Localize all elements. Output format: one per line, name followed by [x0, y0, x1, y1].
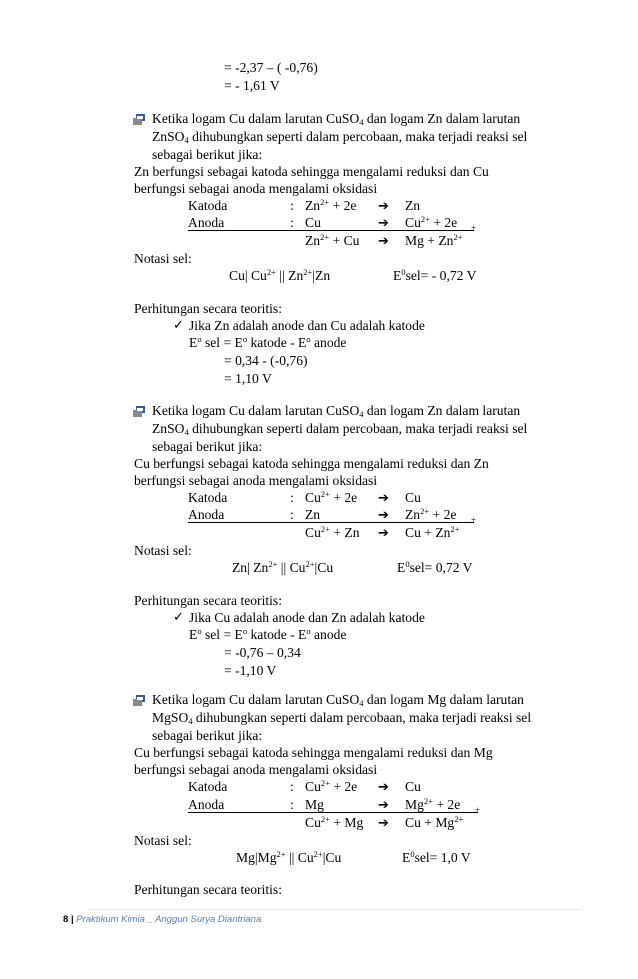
eo-formula: $E^o$ sel = $E^o$ katode - $E^o$ anode	[189, 334, 347, 350]
katoda-arrow	[378, 490, 389, 507]
anoda-label: Anoda	[188, 215, 225, 230]
sum-plus: +	[471, 223, 477, 233]
katoda-label: Katoda	[188, 490, 228, 505]
arrow-bullet-icon	[133, 113, 146, 126]
sum-rule	[188, 522, 474, 523]
right-arrow-icon: ➔	[378, 216, 389, 231]
katoda-label: Katoda	[188, 198, 228, 213]
katoda-colon: :	[290, 198, 294, 213]
top-calc-line-2: = - 1,61 V	[224, 78, 280, 93]
perhitungan-heading: Perhitungan secara teoritis:	[134, 593, 282, 608]
katoda-right: Cu	[405, 779, 421, 794]
notasi-label: Notasi sel:	[134, 833, 192, 848]
anoda-colon: :	[290, 507, 294, 522]
right-arrow-icon: ➔	[378, 816, 389, 831]
sum-plus: +	[471, 515, 477, 525]
calc-line-1: = 0,34 - (-0,76)	[224, 353, 308, 368]
description-line-2: berfungsi sebagai anoda mengalami oksidasi	[134, 762, 378, 777]
perhitungan-heading: Perhitungan secara teoritis:	[134, 301, 282, 316]
description-line-1: Cu berfungsi sebagai katoda sehingga mengalami reduksi dan Zn	[134, 456, 489, 471]
description-line-1: Cu berfungsi sebagai katoda sehingga mengalami reduksi dan Mg	[134, 745, 493, 760]
top-calc-line-1: = -2,37 – ( -0,76)	[224, 60, 318, 75]
cell-potential: $E^0sel= 0,72$ V	[397, 559, 473, 575]
arrow-bullet-icon	[133, 405, 146, 418]
intro-line-2: ZnSO$_4$ dihubungkan seperti dalam percobaan, maka terjadi reaksi sel	[152, 129, 528, 145]
intro-line-2: MgSO$_4$ dihubungkan seperti dalam percobaan, maka terjadi reaksi sel	[152, 710, 532, 726]
anoda-colon: :	[290, 215, 294, 230]
katoda-colon: :	[290, 490, 294, 505]
check-text: Jika Cu adalah anode dan Zn adalah katode	[189, 610, 425, 625]
katoda-left: $Cu^{2+} + 2e$	[305, 489, 358, 505]
right-arrow-icon: ➔	[378, 780, 389, 795]
sum-plus: +	[475, 805, 481, 815]
total-left: $Zn^{2+} + Cu$	[305, 232, 360, 248]
anoda-right: $Zn^{2+} + 2e$	[405, 506, 457, 522]
cell-potential: $E^0sel= 1,0$ V	[402, 849, 471, 865]
katoda-right: Cu	[405, 490, 421, 505]
total-arrow	[378, 525, 389, 542]
katoda-right: Zn	[405, 198, 421, 213]
checkmark-icon: ✓	[173, 318, 184, 333]
notasi-label: Notasi sel:	[134, 543, 192, 558]
description-line-1: Zn berfungsi sebagai katoda sehingga mengalami reduksi dan Cu	[134, 164, 489, 179]
total-right: $Cu + Zn^{2+}$	[405, 524, 460, 540]
total-arrow	[378, 815, 389, 832]
perhitungan-heading: Perhitungan secara teoritis:	[134, 882, 282, 897]
total-right: $Mg + Zn^{2+}$	[405, 232, 463, 248]
katoda-arrow	[378, 779, 389, 796]
calc-line-1: = -0,76 – 0,34	[224, 645, 301, 660]
intro-line-1: Ketika logam Cu dalam larutan CuSO$_4$ dan logam Zn dalam larutan	[152, 403, 521, 419]
notasi-label: Notasi sel:	[134, 251, 192, 266]
calc-line-2: = 1,10 V	[224, 371, 272, 386]
katoda-left: $Zn^{2+} + 2e$	[305, 197, 357, 213]
anoda-colon: :	[290, 797, 294, 812]
cell-notation: $Mg|Mg^{2+}$ || $Cu^{2+}|Cu$	[236, 849, 342, 865]
katoda-colon: :	[290, 779, 294, 794]
katoda-left: $Cu^{2+} + 2e$	[305, 778, 358, 794]
total-right: $Cu + Mg^{2+}$	[405, 814, 464, 830]
total-arrow	[378, 233, 389, 250]
cell-potential: $E^0sel= - 0,72$ V	[393, 267, 477, 283]
intro-line-3: sebagai berikut jika:	[152, 728, 263, 743]
anoda-right: $Cu^{2+} + 2e$	[405, 214, 458, 230]
anoda-left: Mg	[305, 797, 324, 812]
intro-line-1: Ketika logam Cu dalam larutan CuSO$_4$ dan logam Mg dalam larutan	[152, 692, 524, 708]
anoda-left: Cu	[305, 215, 321, 230]
sum-rule	[188, 812, 478, 813]
eo-formula: $E^o$ sel = $E^o$ katode - $E^o$ anode	[189, 626, 347, 642]
total-left: $Cu^{2+} + Mg$	[305, 814, 364, 830]
katoda-label: Katoda	[188, 779, 228, 794]
anoda-label: Anoda	[188, 797, 225, 812]
footer-divider	[89, 909, 581, 910]
calc-line-2: = -1,10 V	[224, 663, 277, 678]
anoda-label: Anoda	[188, 507, 225, 522]
checkmark-icon: ✓	[173, 610, 184, 625]
intro-line-2: ZnSO$_4$ dihubungkan seperti dalam percobaan, maka terjadi reaksi sel	[152, 421, 528, 437]
anoda-left: Zn	[305, 507, 321, 522]
arrow-bullet-icon	[133, 694, 146, 707]
sum-rule	[188, 230, 474, 231]
right-arrow-icon: ➔	[378, 199, 389, 214]
description-line-2: berfungsi sebagai anoda mengalami oksidasi	[134, 181, 378, 196]
right-arrow-icon: ➔	[378, 526, 389, 541]
katoda-arrow	[378, 198, 389, 215]
intro-line-3: sebagai berikut jika:	[152, 147, 263, 162]
total-left: $Cu^{2+} + Zn$	[305, 524, 360, 540]
cell-notation: Zn| $Zn^{2+}$ || $Cu^{2+}|Cu$	[232, 559, 334, 575]
page-footer	[63, 914, 261, 925]
right-arrow-icon: ➔	[378, 491, 389, 506]
description-line-2: berfungsi sebagai anoda mengalami oksidasi	[134, 473, 378, 488]
anoda-right: $Mg^{2+} + 2e$	[405, 796, 461, 812]
footer-separator: |	[70, 914, 74, 925]
page-number: 8	[63, 914, 69, 925]
right-arrow-icon: ➔	[378, 508, 389, 523]
cell-notation: Cu| $Cu^{2+}$ || $Zn^{2+}|Zn$	[229, 267, 331, 283]
right-arrow-icon: ➔	[378, 798, 389, 813]
intro-line-1: Ketika logam Cu dalam larutan CuSO$_4$ dan logam Zn dalam larutan	[152, 111, 521, 127]
right-arrow-icon: ➔	[378, 234, 389, 249]
footer-text: Praktikum Kimia _ Anggun Surya Diantriana	[76, 914, 262, 925]
check-text: Jika Zn adalah anode dan Cu adalah katode	[189, 318, 425, 333]
intro-line-3: sebagai berikut jika:	[152, 439, 263, 454]
